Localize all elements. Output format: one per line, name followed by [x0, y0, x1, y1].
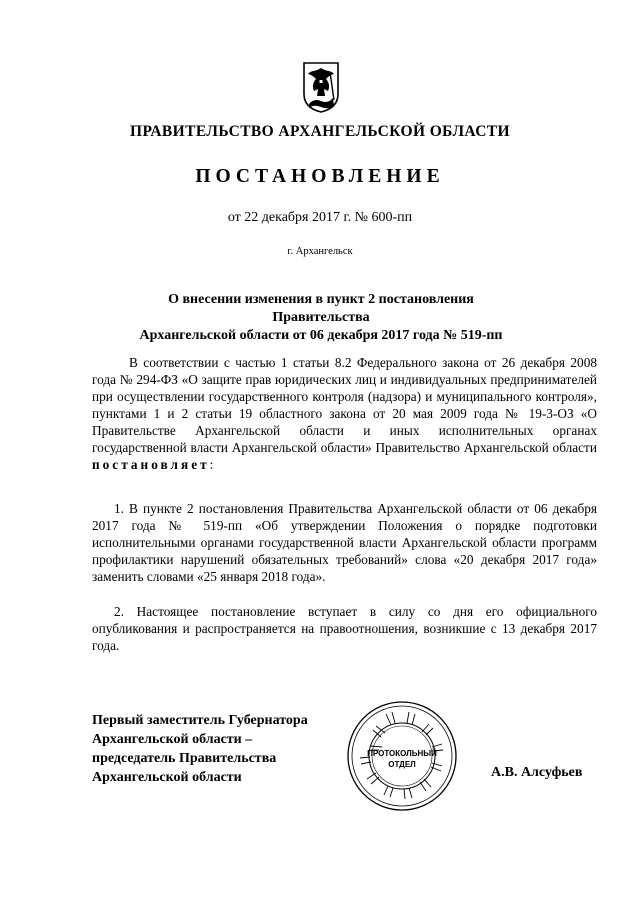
signer-position: [92, 711, 308, 787]
document-place: г. Архангельск: [287, 246, 353, 257]
document-title: [120, 291, 522, 345]
document-date-number: от 22 декабря 2017 г. № 600-пп: [227, 210, 413, 225]
preamble-paragraph: [92, 354, 597, 473]
signer-position-line-2: Архангельской области –: [92, 732, 253, 747]
stamp-text-line-1: ПРОТОКОЛЬНЫЙ: [367, 749, 437, 758]
government-name: ПРАВИТЕЛЬСТВО АРХАНГЕЛЬСКОЙ ОБЛАСТИ: [129, 123, 510, 140]
clause-2-paragraph: 2. Настоящее постановление вступает в силу со дня его официального опубликования и распространяется на правоотношения, возникшие с 13 декабря 2017 года.: [92, 604, 597, 653]
official-stamp: [346, 700, 458, 812]
resolves-colon: :: [209, 457, 214, 472]
document-title-line-1: О внесении изменения в пункт 2 постановления Правительства: [168, 292, 474, 325]
signer-position-line-3: председатель Правительства: [92, 751, 277, 766]
document-type-heading: ПОСТАНОВЛЕНИЕ: [195, 166, 445, 187]
document-title-line-2: Архангельской области от 06 декабря 2017 года № 519-пп: [139, 328, 503, 343]
coat-of-arms-emblem: [301, 60, 341, 114]
signer-name: А.В. Алсуфьев: [491, 765, 583, 780]
signer-position-line-1: Первый заместитель Губернатора: [92, 713, 308, 728]
resolves-word: постановляет: [92, 457, 210, 472]
clause-1-paragraph: 1. В пункте 2 постановления Правительства Архангельской области от 06 декабря 2017 года № 519-пп «Об утверждении Положения о порядке подготовки исполнительными органами государственной власти Архангельской области программ профилактики нарушений обязательных требований» слова «20 декабря 2017 года» заменить словами «25 января 2018 года».: [92, 501, 597, 584]
preamble-text: В соответствии с частью 1 статьи 8.2 Федерального закона от 26 декабря 2008 года № 294-ФЗ «О защите прав юридических лиц и индивидуальных предпринимателей при осуществлении государственного контроля (надзора) и муниципального контроля», пунктами 1 и 2 статьи 19 областного закона от 20 мая 2009 года № 19-3-ОЗ «О Правительстве Архангельской области и иных исполнительных органах государственной власти Архангельской области» Правительство Архангельской области: [92, 355, 597, 455]
stamp-text-line-2: ОТДЕЛ: [388, 760, 416, 769]
signer-position-line-4: Архангельской области: [92, 770, 242, 785]
